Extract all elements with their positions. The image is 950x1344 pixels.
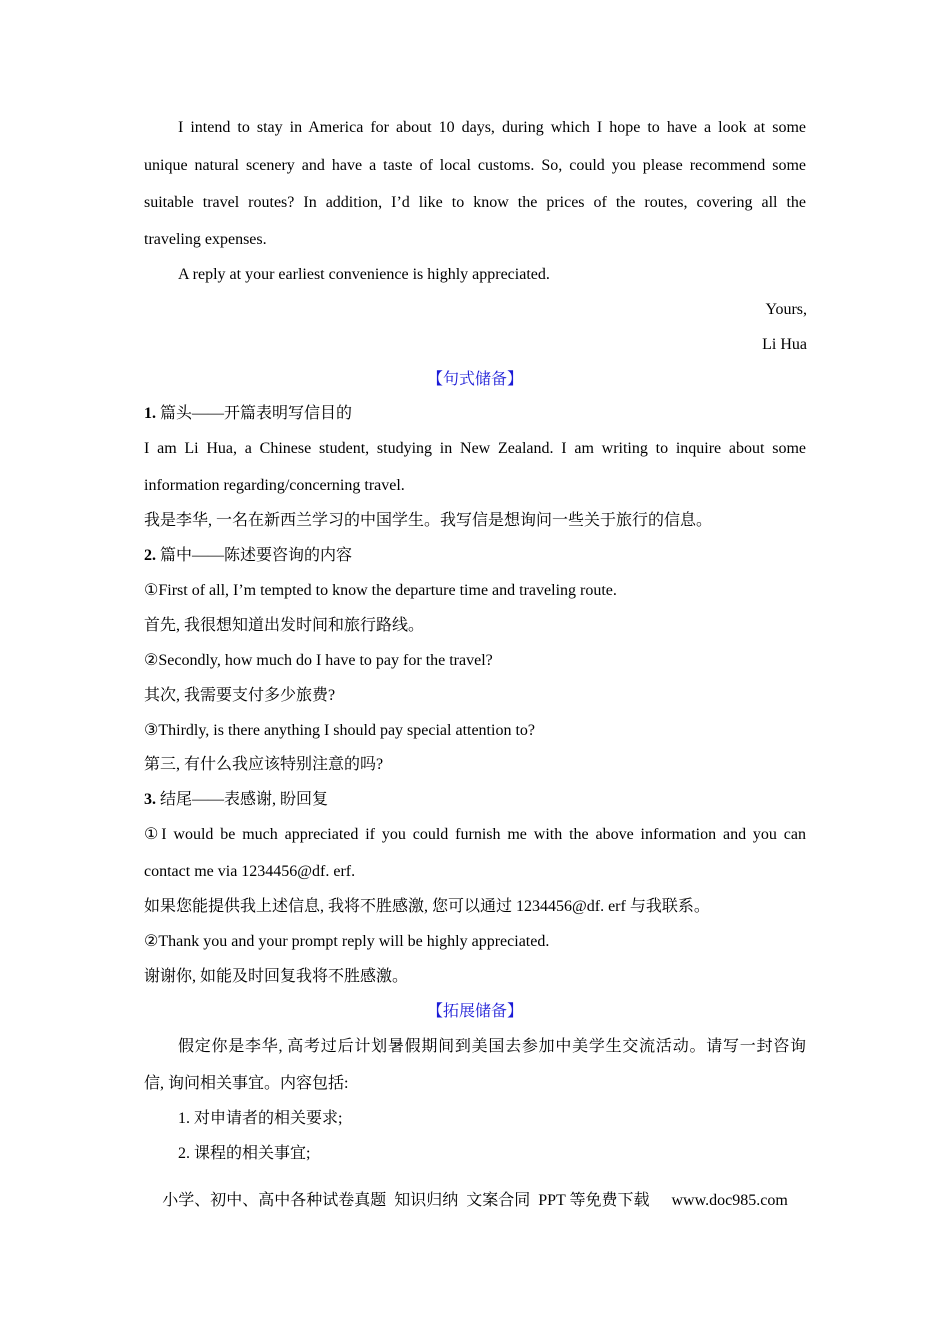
task-intro-line: 假定你是李华, 高考过后计划暑假期间到美国去参加中美学生交流活动。请写一封咨询 — [178, 1038, 806, 1055]
letter-closing-sentence: A reply at your earliest convenience is highly appreciated. — [178, 266, 550, 283]
item-title: 篇头——开篇表明写信目的 — [156, 405, 353, 422]
example-line: contact me via 1234456@df. erf. — [144, 863, 356, 880]
translation-line: 首先, 我很想知道出发时间和旅行路线。 — [144, 617, 425, 634]
letter-paragraph-line: traveling expenses. — [144, 231, 267, 248]
letter-paragraph-line: suitable travel routes? In addition, I’d like to know the prices of the routes, covering all the — [144, 194, 806, 211]
footer-text: 小学、初中、高中各种试卷真题 知识归纳 文案合同 PPT 等免费下载 — [162, 1192, 650, 1209]
example-line: I am Li Hua, a Chinese student, studying in New Zealand. I am writing to inquire about some — [144, 440, 806, 457]
item-number: 3. — [144, 791, 156, 808]
letter-paragraph-line: I intend to stay in America for about 10 days, during which I hope to have a look at some — [178, 119, 806, 136]
translation-line: 我是李华, 一名在新西兰学习的中国学生。我写信是想询问一些关于旅行的信息。 — [144, 512, 713, 529]
example-line: ②Thank you and your prompt reply will be highly appreciated. — [144, 933, 550, 950]
translation-line: 其次, 我需要支付多少旅费? — [144, 687, 336, 704]
item-heading-ending — [144, 789, 806, 811]
item-title: 结尾——表感谢, 盼回复 — [156, 791, 329, 808]
example-line: ③Thirdly, is there anything I should pay special attention to? — [144, 722, 535, 739]
example-line: information regarding/concerning travel. — [144, 477, 405, 494]
item-title: 篇中——陈述要咨询的内容 — [156, 547, 353, 564]
example-line: ①First of all, I’m tempted to know the departure time and traveling route. — [144, 582, 617, 599]
example-line: ②Secondly, how much do I have to pay for the travel? — [144, 652, 493, 669]
item-number: 1. — [144, 405, 156, 422]
section-heading-sentence-patterns: 【句式储备】 — [426, 371, 523, 388]
task-intro-line: 信, 询问相关事宜。内容包括: — [144, 1075, 349, 1092]
page-footer — [0, 1190, 950, 1212]
task-list-item: 2. 课程的相关事宜; — [178, 1145, 311, 1162]
item-heading-opening — [144, 403, 806, 425]
task-list-item: 1. 对申请者的相关要求; — [178, 1110, 343, 1127]
section-heading-extension: 【拓展储备】 — [426, 1003, 523, 1020]
translation-line: 谢谢你, 如能及时回复我将不胜感激。 — [144, 968, 409, 985]
translation-line: 第三, 有什么我应该特别注意的吗? — [144, 756, 384, 773]
example-line: ①I would be much appreciated if you could furnish me with the above information and you can — [144, 826, 806, 843]
letter-closing: Yours, — [765, 301, 807, 318]
letter-signature: Li Hua — [762, 336, 807, 353]
translation-line: 如果您能提供我上述信息, 我将不胜感激, 您可以通过 1234456@df. erf 与我联系。 — [144, 898, 710, 915]
letter-paragraph-line: unique natural scenery and have a taste of local customs. So, could you please recommend some — [144, 157, 806, 174]
item-heading-body — [144, 545, 806, 567]
footer-url[interactable]: www.doc985.com — [671, 1192, 788, 1209]
item-number: 2. — [144, 547, 156, 564]
